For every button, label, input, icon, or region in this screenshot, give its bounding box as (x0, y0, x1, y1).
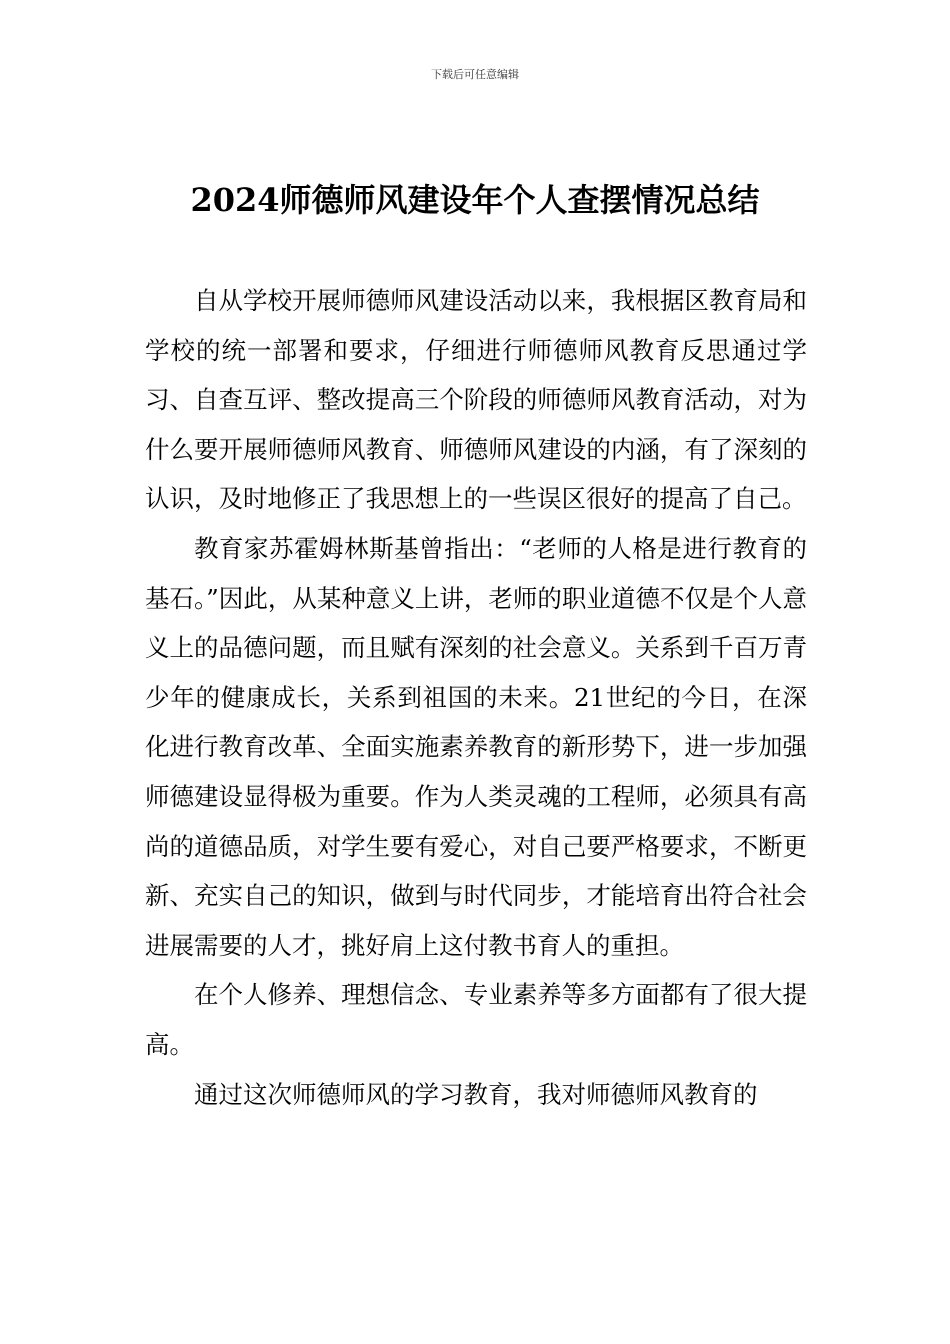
paragraph-4: 通过这次师德师风的学习教育，我对师德师风教育的 (194, 1079, 758, 1109)
paragraph-3: 在个人修养、理想信念、专业素养等多方面都有了很大提高。 (145, 980, 807, 1059)
header-note: 下载后可任意编辑 (431, 68, 519, 81)
document-title: 2024师德师风建设年个人查摆情况总结 (190, 181, 760, 219)
document-body (145, 276, 807, 1119)
paragraph-1: 自从学校开展师德师风建设活动以来，我根据区教育局和学校的统一部署和要求，仔细进行师德师风教育反思通过学习、自查互评、整改提高三个阶段的师德师风教育活动，对为什么要开展师德师风教育、师德师风建设的内涵，有了深刻的认识，及时地修正了我思想上的一些误区很好的提高了自己。 (145, 286, 807, 514)
paragraph-2: 教育家苏霍姆林斯基曾指出：“老师的人格是进行教育的基石。”因此，从某种意义上讲，老师的职业道德不仅是个人意义上的品德问题，而且赋有深刻的社会意义。关系到千百万青少年的健康成长，关系到祖国的未来。21世纪的今日，在深化进行教育改革、全面实施素养教育的新形势下，进一步加强师德建设显得极为重要。作为人类灵魂的工程师，必须具有高尚的道德品质，对学生要有爱心，对自己要严格要求，不断更新、充实自己的知识，做到与时代同步，才能培育出符合社会进展需要的人才，挑好肩上这付教书育人的重担。 (145, 533, 807, 960)
